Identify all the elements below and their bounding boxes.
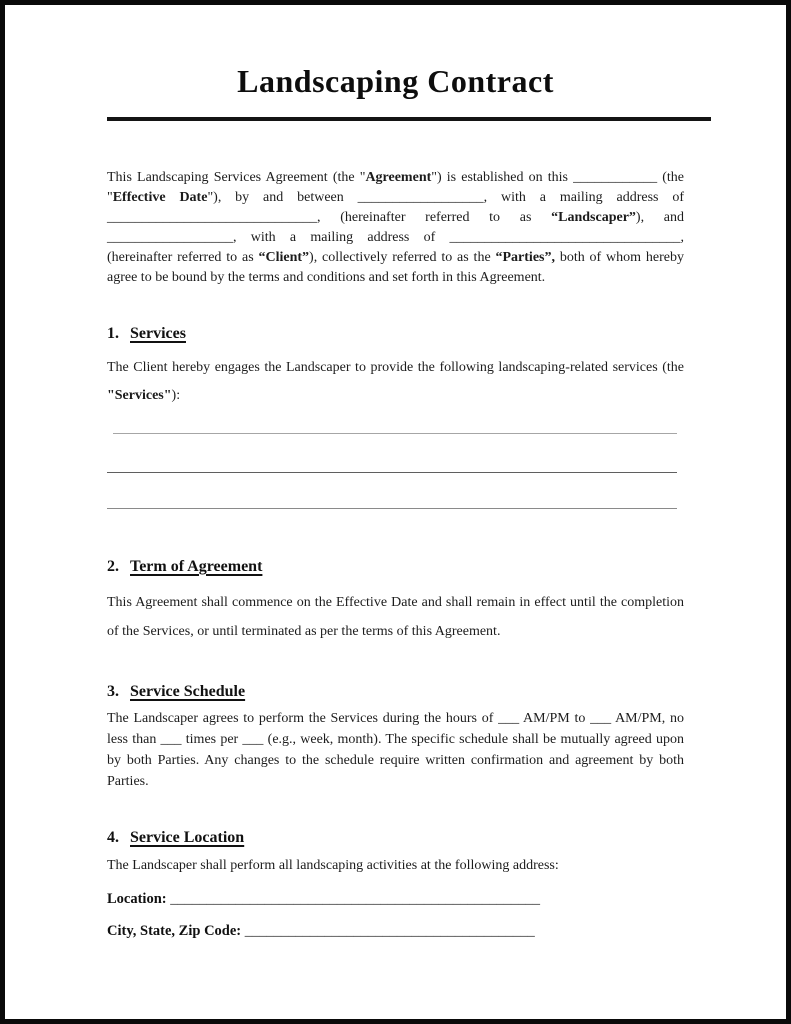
service-blank-line [107, 508, 677, 509]
intro-paragraph: This Landscaping Services Agreement (the "Agreement") is established on this ____________ (the "Effective Date"), by and between __________________, with a mailing address of ______________________________, (hereinafter referred to as “Landscaper”), and __________________, with a mailing address of _________________________________, (hereinafter referred to as “Client”), collectively referred to as the “Parties”, both of whom hereby agree to be bound by the terms and conditions and set forth in this Agreement. [107, 170, 684, 285]
section-service-location [107, 829, 684, 940]
service-blank-line [113, 433, 677, 434]
section-heading-text: Term of Agreement [130, 558, 263, 575]
section-body-services: The Client hereby engages the Landscaper to provide the following landscaping-related services (the "Services"): [107, 360, 684, 403]
section-number: 4. [107, 829, 119, 846]
section-number: 2. [107, 558, 119, 575]
title-divider [107, 117, 711, 121]
document-body [5, 63, 786, 940]
city-state-zip-field-blank: ________________________________________ [241, 923, 535, 939]
location-field-label: Location: [107, 891, 167, 907]
section-heading-schedule [107, 683, 684, 701]
section-body-schedule: The Landscaper agrees to perform the Services during the hours of ___ AM/PM to ___ AM/PM, no less than ___ times per ___ (e.g., week, month). The specific schedule shall be mutually agreed upon by both Parties. Any changes to the schedule require written confirmation and agreement by both Parties. [107, 711, 684, 789]
location-field-blank: ___________________________________________________ [166, 891, 540, 907]
section-term-of-agreement [107, 558, 684, 646]
section-heading-location [107, 829, 684, 847]
service-blank-line [107, 472, 677, 473]
city-state-zip-field-label: City, State, Zip Code: [107, 923, 242, 939]
section-heading-text: Services [130, 325, 186, 342]
section-number: 1. [107, 325, 119, 342]
location-field [107, 891, 684, 908]
section-heading-text: Service Schedule [130, 683, 246, 700]
document-title: Landscaping Contract [237, 63, 554, 99]
section-heading-services [107, 325, 684, 343]
section-services [107, 325, 684, 509]
section-service-schedule [107, 683, 684, 792]
section-number: 3. [107, 683, 119, 700]
section-heading-term [107, 558, 684, 576]
city-state-zip-field [107, 923, 684, 940]
section-body-location: The Landscaper shall perform all landscaping activities at the following address: [107, 858, 559, 873]
section-heading-text: Service Location [130, 829, 245, 846]
section-body-term: This Agreement shall commence on the Effective Date and shall remain in effect until the completion of the Services, or until terminated as per the terms of this Agreement. [107, 595, 684, 639]
